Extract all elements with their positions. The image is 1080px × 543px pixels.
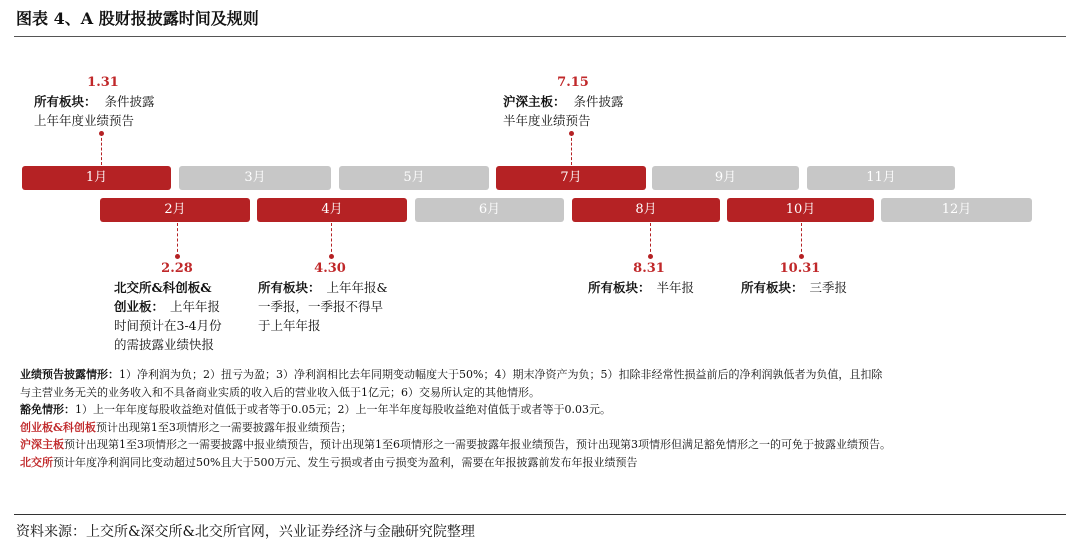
event-date-0831: 8.31	[633, 261, 665, 276]
rule-chinext-star: 创业板&科创板预计出现第1至3项情形之一需要披露年报业绩预告；	[20, 420, 352, 434]
month-mar: 3月	[179, 166, 331, 190]
event-date-0131: 1.31	[87, 75, 119, 90]
month-jul: 7月	[496, 166, 646, 190]
month-jan: 1月	[22, 166, 171, 190]
event-note-0430: 所有板块： 上年年报& 一季报，一季报不得早 于上年年报	[258, 280, 388, 333]
event-date-0228: 2.28	[161, 261, 193, 276]
event-date-1031: 10.31	[779, 261, 821, 276]
month-aug: 8月	[572, 198, 720, 222]
event-note-0831: 所有板块： 半年报	[588, 280, 695, 295]
connector-0831	[650, 223, 651, 257]
event-note-0715: 沪深主板： 条件披露 半年度业绩预告	[503, 94, 624, 128]
month-jun: 6月	[415, 198, 564, 222]
event-date-0715: 7.15	[557, 75, 589, 90]
month-oct: 10月	[727, 198, 874, 222]
marker-0831	[648, 254, 653, 259]
month-feb: 2月	[100, 198, 250, 222]
figure-title: 图表 4、A 股财报披露时间及规则	[16, 9, 259, 28]
connector-1031	[801, 223, 802, 257]
connector-0715	[571, 133, 572, 165]
event-date-0430: 4.30	[314, 261, 346, 276]
rule-exemption: 豁免情形：1）上一年年度每股收益绝对值低于或者等于0.05元；2）上一年半年度每股收益绝对值低于或者等于0.03元。	[20, 403, 611, 416]
event-note-1031: 所有板块： 三季报	[741, 280, 848, 295]
marker-0715	[569, 131, 574, 136]
month-may: 5月	[339, 166, 489, 190]
marker-1031	[799, 254, 804, 259]
rule-bse: 北交所预计年度净利润同比变动超过50%且大于500万元、发生亏损或者由亏损变为盈利，需要在年报披露前发布年报业绩预告	[20, 455, 638, 469]
footer-divider	[14, 514, 1066, 515]
title-divider	[14, 36, 1066, 37]
connector-0430	[331, 223, 332, 257]
connector-0131	[101, 133, 102, 165]
rule-forecast: 业绩预告披露情形：1）净利润为负；2）扭亏为盈；3）净利润相比去年同期变动幅度大于50%；4）期末净资产为负；5）扣除非经常性损益前后的净利润孰低者为负值，且扣除	[20, 368, 883, 381]
marker-0131	[99, 131, 104, 136]
marker-0430	[329, 254, 334, 259]
month-dec: 12月	[881, 198, 1032, 222]
rule-forecast-cont: 与主营业务无关的业务收入和不具备商业实质的收入后的营业收入低于1亿元；6）交易所认定的其他情形。	[20, 385, 540, 399]
month-nov: 11月	[807, 166, 955, 190]
month-apr: 4月	[257, 198, 407, 222]
event-note-0228: 北交所&科创板& 创业板： 上年年报 时间预计在3-4月份 的需披露业绩快报	[114, 280, 222, 352]
event-note-0131: 所有板块： 条件披露 上年年度业绩预告	[34, 94, 155, 128]
marker-0228	[175, 254, 180, 259]
rule-main-board: 沪深主板预计出现第1至3项情形之一需要披露中报业绩预告，预计出现第1至6项情形之一需要披露年报业绩预告，预计出现第3项情形但满足豁免情形之一的可免于披露业绩预告。	[20, 438, 891, 451]
month-sep: 9月	[652, 166, 799, 190]
rules-block	[20, 366, 1070, 471]
source-note: 资料来源：上交所&深交所&北交所官网，兴业证券经济与金融研究院整理	[16, 524, 475, 540]
connector-0228	[177, 223, 178, 257]
